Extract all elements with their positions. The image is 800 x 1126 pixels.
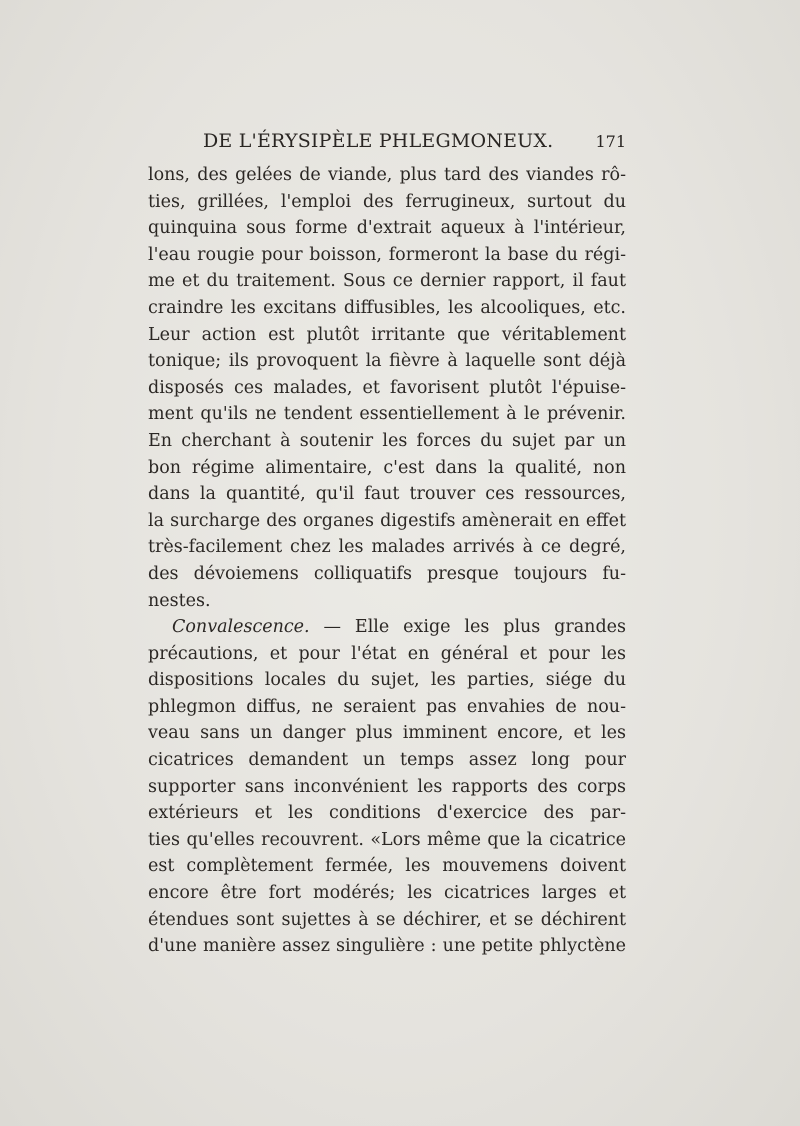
text-line: extérieurs et les conditions d'exercice des par-: [148, 803, 626, 824]
text-line: ties, grillées, l'emploi des ferrugineux, surtout du: [148, 191, 626, 212]
text-line: encore être fort modérés; les cicatrices larges et: [148, 883, 626, 904]
text-line: quinquina sous forme d'extrait aqueux à l'intérieur,: [148, 218, 626, 239]
text-line: disposés ces malades, et favorisent plutôt l'épuise-: [148, 377, 626, 398]
text-line: la surcharge des organes digestifs amènerait en effet: [148, 510, 626, 531]
section-heading-convalescence: Convalescence.: [172, 617, 310, 638]
text-line: Leur action est plutôt irritante que véritablement: [148, 324, 626, 345]
body-text: [148, 162, 626, 960]
text-line: ment qu'ils ne tendent essentiellement à le prévenir.: [148, 404, 626, 425]
text-line: supporter sans inconvénient les rapports des corps: [148, 776, 626, 797]
em-dash: —: [323, 617, 342, 638]
text-line: des dévoiemens colliquatifs presque toujours fu-: [148, 563, 626, 584]
text-run: Elle exige les plus grandes: [354, 617, 626, 638]
text-line: cicatrices demandent un temps assez long pour: [148, 750, 626, 771]
convalescence-first-line: [148, 614, 626, 641]
text-line: phlegmon diffus, ne seraient pas envahies de nou-: [148, 696, 626, 717]
text-line: veau sans un danger plus imminent encore, et les: [148, 723, 626, 744]
text-line: dispositions locales du sujet, les parties, siége du: [148, 670, 626, 691]
text-line: me et du traitement. Sous ce dernier rapport, il faut: [148, 271, 626, 292]
running-title: DE L'ÉRYSIPÈLE PHLEGMONEUX.: [203, 130, 554, 152]
text-line: l'eau rougie pour boisson, formeront la base du régi-: [148, 244, 626, 265]
text-line: En cherchant à soutenir les forces du sujet par un: [148, 430, 626, 451]
text-line: craindre les excitans diffusibles, les alcooliques, etc.: [148, 297, 626, 318]
page-number: 171: [595, 132, 626, 151]
text-line: étendues sont sujettes à se déchirer, et se déchirent: [148, 909, 626, 930]
text-line: d'une manière assez singulière : une petite phlyctène: [148, 936, 626, 957]
text-line: est complètement fermée, les mouvemens doivent: [148, 856, 626, 877]
text-line: bon régime alimentaire, c'est dans la qualité, non: [148, 457, 626, 478]
running-head: [148, 130, 626, 158]
text-line: tonique; ils provoquent la fièvre à laquelle sont déjà: [148, 351, 626, 372]
text-line: précautions, et pour l'état en général et pour les: [148, 643, 626, 664]
text-line: très-facilement chez les malades arrivés à ce degré,: [148, 537, 626, 558]
text-line: lons, des gelées de viande, plus tard des viandes rô-: [148, 165, 626, 185]
text-line: dans la quantité, qu'il faut trouver ces ressources,: [148, 484, 626, 505]
text-line: ties qu'elles recouvrent. «Lors même que la cicatrice: [148, 829, 626, 850]
text-line: nestes.: [148, 590, 211, 611]
